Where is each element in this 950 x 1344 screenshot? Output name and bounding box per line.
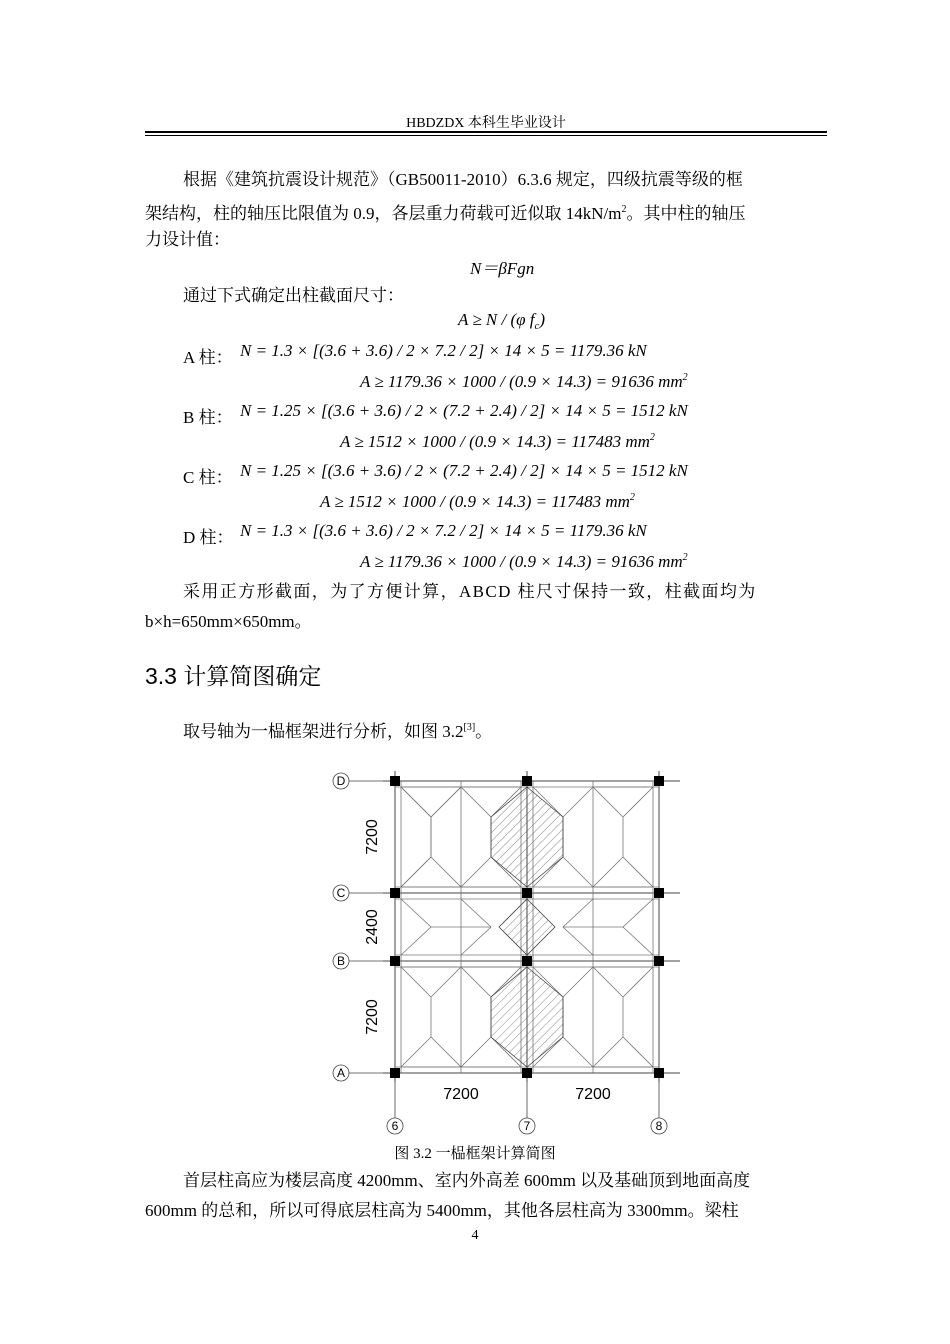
equation-A-close: )	[539, 310, 546, 329]
column-c-A	[320, 492, 635, 512]
column-c-A-text: A ≥ 1512 × 1000 / (0.9 × 14.3) = 117483 mm	[320, 492, 630, 511]
column-a-label: A 柱：	[183, 348, 233, 367]
equation-A-subscript: c	[534, 320, 540, 332]
equation-A-text: A ≥ N / (φ f	[458, 310, 535, 329]
superscript: 2	[682, 372, 688, 383]
frame-diagram	[320, 765, 690, 1140]
paragraph-4-tail: 。	[475, 722, 493, 741]
figure-caption: 图 3.2 一榀框架计算简图	[394, 1146, 556, 1162]
column-d-N: N = 1.3 × [(3.6 + 3.6) / 2 × 7.2 / 2] × 14 × 5 = 1179.36 kN	[240, 521, 647, 540]
paragraph-1-line-2-tail: 。其中柱的轴压	[626, 204, 746, 223]
column-a-A	[360, 372, 688, 392]
axis-label-d: D	[336, 774, 346, 788]
column-a-N: N = 1.3 × [(3.6 + 3.6) / 2 × 7.2 / 2] × 14 × 5 = 1179.36 kN	[240, 341, 647, 360]
paragraph-3-line-1: 采用正方形截面，为了方便计算，ABCD 柱尺寸保持一致，柱截面均为	[183, 582, 757, 601]
paragraph-1-line-1: 根据《建筑抗震设计规范》（GB50011-2010）6.3.6 规定，四级抗震等级的框	[183, 170, 743, 189]
column-b-N: N = 1.25 × [(3.6 + 3.6) / 2 × (7.2 + 2.4) / 2] × 14 × 5 = 1512 kN	[240, 401, 688, 420]
axis-label-6: 6	[391, 1119, 399, 1133]
dimension-span-left: 7200	[443, 1086, 479, 1103]
dimension-7200-top: 7200	[364, 819, 381, 855]
equation-A	[458, 310, 545, 332]
section-heading: 3.3 计算简图确定	[145, 663, 322, 689]
column-d-A	[360, 552, 688, 572]
paragraph-1-line-2-text: 架结构，柱的轴压比限值为 0.9，各层重力荷载可近似取 14kN/m	[145, 204, 622, 223]
column-d-label: D 柱：	[183, 528, 234, 547]
citation-superscript: [3]	[463, 722, 476, 733]
axis-label-a: A	[336, 1066, 346, 1080]
superscript: 2	[649, 432, 655, 443]
header-rule	[145, 131, 827, 133]
axis-label-7: 7	[523, 1119, 531, 1133]
paragraph-1-line-2	[145, 195, 827, 229]
column-b-label: B 柱：	[183, 408, 233, 427]
column-b-A-text: A ≥ 1512 × 1000 / (0.9 × 14.3) = 117483 mm	[340, 432, 650, 451]
column-c-N: N = 1.25 × [(3.6 + 3.6) / 2 × (7.2 + 2.4) / 2] × 14 × 5 = 1512 kN	[240, 461, 688, 480]
column-c-label: C 柱：	[183, 468, 233, 487]
axis-label-c: C	[336, 886, 346, 900]
hatched-tributary-areas	[491, 787, 563, 1067]
column-d-A-text: A ≥ 1179.36 × 1000 / (0.9 × 14.3) = 91636 mm	[360, 552, 683, 571]
paragraph-1	[145, 165, 827, 195]
header-title: HBDZDX 本科生毕业设计	[406, 116, 566, 131]
dimension-7200-bottom: 7200	[364, 999, 381, 1035]
superscript: 2	[621, 204, 627, 215]
paragraph-2: 通过下式确定出柱截面尺寸：	[183, 286, 404, 305]
paragraph-4	[145, 713, 827, 747]
superscript: 2	[682, 552, 688, 563]
header-rule-thin	[145, 135, 827, 136]
column-b-A	[340, 432, 655, 452]
paragraph-1-line-3: 力设计值：	[145, 230, 230, 249]
superscript: 2	[629, 492, 635, 503]
paragraph-5-line-2: 600mm 的总和，所以可得底层柱高为 5400mm，其他各层柱高为 3300mm。梁柱	[145, 1201, 739, 1220]
paragraph-4-text: 取号轴为一榀框架进行分析，如图 3.2	[183, 722, 464, 741]
page-number: 4	[471, 1228, 479, 1243]
equation-N: N＝βFgn	[470, 259, 535, 278]
axis-label-b: B	[336, 954, 346, 968]
dimension-span-right: 7200	[575, 1086, 611, 1103]
paragraph-3-line-2: b×h=650mm×650mm。	[145, 612, 312, 631]
column-a-A-text: A ≥ 1179.36 × 1000 / (0.9 × 14.3) = 91636 mm	[360, 372, 683, 391]
axis-label-8: 8	[655, 1119, 663, 1133]
paragraph-5-line-1: 首层柱高应为楼层高度 4200mm、室内外高差 600mm 以及基础顶到地面高度	[183, 1171, 751, 1190]
dimension-2400: 2400	[364, 909, 381, 945]
